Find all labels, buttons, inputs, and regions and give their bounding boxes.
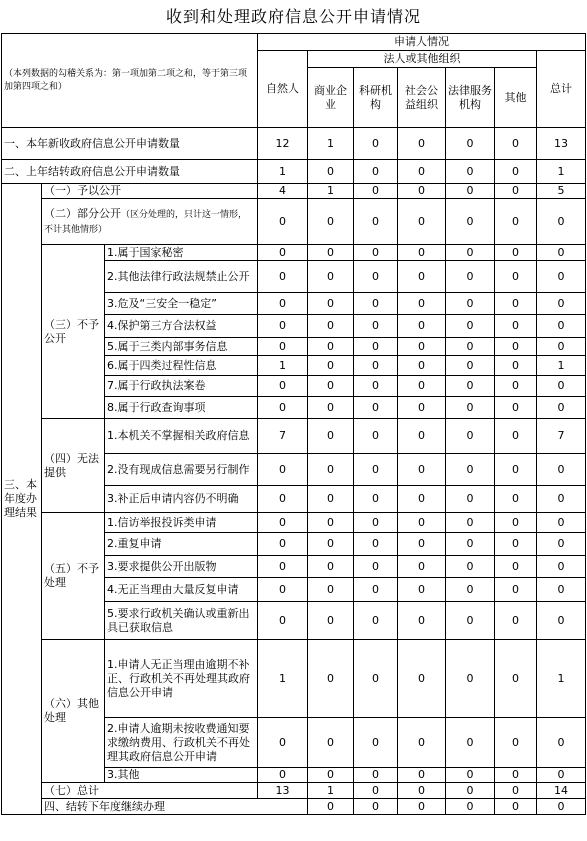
cell: 0	[495, 783, 537, 799]
group-label: （三）不予公开	[42, 245, 105, 419]
cell: 0	[398, 718, 446, 768]
cell: 0	[495, 338, 537, 356]
group-label: （六）其他处理	[42, 640, 105, 783]
cell: 0	[398, 783, 446, 799]
cell: 0	[537, 376, 586, 397]
cell: 0	[495, 199, 537, 245]
row-label-partial	[42, 199, 258, 245]
cell: 0	[398, 533, 446, 556]
cell: 0	[495, 533, 537, 556]
cell: 0	[308, 419, 354, 454]
cell: 0	[354, 245, 398, 261]
section-result-label: 三、本年度办理结果	[2, 184, 42, 815]
cell: 0	[354, 556, 398, 578]
cell: 0	[308, 397, 354, 419]
cell: 1	[537, 160, 586, 184]
header-applicant-info: 申请人情况	[258, 34, 586, 51]
cell: 4	[258, 184, 308, 199]
cell: 0	[495, 245, 537, 261]
row-label: 5.要求行政机关确认或重新出具已获取信息	[105, 602, 258, 640]
cell: 0	[398, 397, 446, 419]
cell: 0	[354, 799, 398, 815]
cell: 0	[398, 513, 446, 533]
cell: 1	[258, 356, 308, 376]
cell: 0	[354, 533, 398, 556]
cell: 0	[354, 199, 398, 245]
row-note: （区分处理的，只计这一情形，不计其他情形）	[44, 209, 248, 235]
row-label: 7.属于行政执法案卷	[105, 376, 258, 397]
cell: 0	[495, 376, 537, 397]
cell: 0	[398, 419, 446, 454]
cell: 1	[308, 128, 354, 160]
cell: 5	[537, 184, 586, 199]
cell: 0	[495, 640, 537, 718]
cell: 0	[398, 338, 446, 356]
cell: 14	[537, 783, 586, 799]
cell: 0	[258, 376, 308, 397]
cell: 0	[495, 454, 537, 486]
cell: 0	[398, 376, 446, 397]
cell: 0	[258, 513, 308, 533]
cell: 0	[495, 184, 537, 199]
cell: 0	[446, 799, 495, 815]
cell: 0	[258, 578, 308, 602]
cell: 0	[258, 454, 308, 486]
cell: 1	[258, 160, 308, 184]
cell: 0	[446, 338, 495, 356]
cell: 0	[495, 160, 537, 184]
cell: 0	[308, 768, 354, 783]
row-label: 1.申请人无正当理由逾期不补正、行政机关不再处理其政府信息公开申请	[105, 640, 258, 718]
cell: 0	[495, 602, 537, 640]
cell: 0	[537, 602, 586, 640]
row-label: 1.本机关不掌握相关政府信息	[105, 419, 258, 454]
page-title: 收到和处理政府信息公开申请情况	[165, 7, 421, 26]
cell: 12	[258, 128, 308, 160]
cell: 0	[258, 245, 308, 261]
cell: 0	[258, 293, 308, 315]
cell: 0	[446, 454, 495, 486]
cell: 7	[537, 419, 586, 454]
cell: 0	[398, 184, 446, 199]
row-label: 3.要求提供公开出版物	[105, 556, 258, 578]
cell: 0	[308, 556, 354, 578]
cell: 0	[398, 454, 446, 486]
cell: 0	[446, 356, 495, 376]
cell: 0	[258, 556, 308, 578]
cell: 0	[495, 768, 537, 783]
cell: 0	[354, 184, 398, 199]
cell: 0	[537, 315, 586, 338]
cell: 0	[495, 397, 537, 419]
cell: 0	[308, 578, 354, 602]
cell: 0	[354, 293, 398, 315]
cell: 0	[446, 513, 495, 533]
cell: 0	[446, 184, 495, 199]
cell: 0	[537, 245, 586, 261]
cell: 0	[537, 718, 586, 768]
cell: 0	[354, 397, 398, 419]
cell: 0	[446, 245, 495, 261]
cell: 0	[308, 160, 354, 184]
cell: 0	[446, 718, 495, 768]
cell: 0	[308, 338, 354, 356]
row-label: （二）部分公开	[44, 206, 121, 220]
row-label: 1.属于国家秘密	[105, 245, 258, 261]
cell: 0	[495, 293, 537, 315]
cell: 13	[537, 128, 586, 160]
header-social: 社会公益组织	[398, 68, 446, 128]
cell: 13	[258, 783, 308, 799]
cell: 0	[354, 768, 398, 783]
row-label: （七）总计	[42, 783, 258, 799]
cell: 0	[398, 160, 446, 184]
cell: 0	[308, 799, 354, 815]
cell: 0	[258, 602, 308, 640]
cell: 0	[537, 293, 586, 315]
group-label: （五）不予处理	[42, 513, 105, 640]
cell: 0	[537, 397, 586, 419]
cell: 0	[446, 602, 495, 640]
cell: 0	[398, 799, 446, 815]
cell: 0	[446, 261, 495, 293]
header-legal-entity: 法人或其他组织	[308, 51, 537, 68]
cell: 0	[308, 199, 354, 245]
cell: 0	[258, 261, 308, 293]
cell: 0	[308, 513, 354, 533]
cell: 0	[495, 419, 537, 454]
row-label: 四、结转下年度继续办理	[42, 799, 308, 815]
cell: 0	[537, 513, 586, 533]
cell: 0	[537, 454, 586, 486]
cell: 0	[308, 245, 354, 261]
cell: 0	[495, 578, 537, 602]
row-label: 2.重复申请	[105, 533, 258, 556]
cell: 0	[354, 513, 398, 533]
header-legal-service: 法律服务机构	[446, 68, 495, 128]
cell: 0	[398, 293, 446, 315]
cell: 0	[495, 356, 537, 376]
cell: 0	[354, 261, 398, 293]
cell: 0	[308, 376, 354, 397]
row-label: 4.无正当理由大量反复申请	[105, 578, 258, 602]
cell: 0	[446, 160, 495, 184]
cell: 0	[495, 718, 537, 768]
row-label: 2.申请人逾期未按收费通知要求缴纳费用、行政机关不再处理其政府信息公开申请	[105, 718, 258, 768]
row-label: 一、本年新收政府信息公开申请数量	[2, 128, 258, 160]
cell: 0	[354, 356, 398, 376]
row-label: 4.保护第三方合法权益	[105, 315, 258, 338]
cell: 0	[354, 602, 398, 640]
header-research: 科研机构	[354, 68, 398, 128]
cell: 0	[258, 338, 308, 356]
header-commercial: 商业企业	[308, 68, 354, 128]
cell: 0	[354, 315, 398, 338]
row-label: 2.其他法律行政法规禁止公开	[105, 261, 258, 293]
cell: 0	[398, 245, 446, 261]
row-label: 3.补正后申请内容仍不明确	[105, 486, 258, 513]
cell: 1	[308, 184, 354, 199]
cell: 0	[354, 718, 398, 768]
cell: 0	[537, 799, 586, 815]
cell: 0	[354, 454, 398, 486]
cell: 0	[495, 513, 537, 533]
cell: 0	[308, 454, 354, 486]
cell: 0	[308, 640, 354, 718]
row-label: 3.其他	[105, 768, 258, 783]
cell: 0	[537, 556, 586, 578]
header-other: 其他	[495, 68, 537, 128]
disclosure-table	[1, 33, 586, 815]
cell: 0	[446, 640, 495, 718]
cell: 0	[495, 799, 537, 815]
cell: 0	[398, 556, 446, 578]
cell: 0	[446, 533, 495, 556]
cell: 0	[398, 578, 446, 602]
cell: 0	[446, 293, 495, 315]
row-label: 1.信访举报投诉类申请	[105, 513, 258, 533]
cell: 0	[446, 199, 495, 245]
cell: 0	[398, 602, 446, 640]
cell: 0	[258, 718, 308, 768]
cell: 0	[308, 533, 354, 556]
cell: 0	[495, 556, 537, 578]
row-label: 6.属于四类过程性信息	[105, 356, 258, 376]
cell: 0	[258, 486, 308, 513]
header-note: （本列数据的勾稽关系为：第一项加第二项之和，等于第三项加第四项之和）	[2, 34, 258, 128]
cell: 1	[537, 356, 586, 376]
cell: 0	[537, 486, 586, 513]
cell: 0	[354, 376, 398, 397]
header-natural-person: 自然人	[258, 51, 308, 128]
cell: 0	[308, 718, 354, 768]
cell: 0	[446, 315, 495, 338]
row-label: 2.没有现成信息需要另行制作	[105, 454, 258, 486]
cell: 0	[398, 315, 446, 338]
cell: 0	[537, 768, 586, 783]
row-label: 3.危及“三安全一稳定”	[105, 293, 258, 315]
cell: 0	[354, 419, 398, 454]
cell: 0	[537, 338, 586, 356]
cell: 0	[495, 128, 537, 160]
cell: 1	[308, 783, 354, 799]
row-label: 8.属于行政查询事项	[105, 397, 258, 419]
group-label: （四）无法提供	[42, 419, 105, 513]
cell: 0	[495, 486, 537, 513]
cell: 0	[398, 128, 446, 160]
cell: 0	[308, 293, 354, 315]
cell: 1	[537, 640, 586, 718]
cell: 0	[537, 261, 586, 293]
cell: 0	[446, 419, 495, 454]
cell: 0	[446, 376, 495, 397]
cell: 0	[354, 640, 398, 718]
cell: 0	[258, 768, 308, 783]
cell: 0	[446, 397, 495, 419]
row-label: （一）予以公开	[42, 184, 258, 199]
cell: 1	[258, 640, 308, 718]
cell: 0	[308, 602, 354, 640]
cell: 0	[258, 533, 308, 556]
cell: 0	[354, 578, 398, 602]
row-label: 5.属于三类内部事务信息	[105, 338, 258, 356]
cell: 0	[446, 128, 495, 160]
cell: 0	[446, 556, 495, 578]
cell: 0	[398, 356, 446, 376]
cell: 0	[354, 783, 398, 799]
cell: 0	[537, 578, 586, 602]
cell: 0	[308, 356, 354, 376]
cell: 0	[446, 486, 495, 513]
cell: 0	[446, 768, 495, 783]
cell: 0	[537, 533, 586, 556]
cell: 0	[354, 128, 398, 160]
cell: 0	[258, 315, 308, 338]
cell: 0	[398, 486, 446, 513]
cell: 0	[398, 199, 446, 245]
cell: 7	[258, 419, 308, 454]
cell: 0	[308, 486, 354, 513]
cell: 0	[354, 486, 398, 513]
cell: 0	[446, 783, 495, 799]
cell: 0	[398, 640, 446, 718]
cell: 0	[308, 315, 354, 338]
cell: 0	[495, 261, 537, 293]
cell: 0	[446, 578, 495, 602]
cell: 0	[398, 768, 446, 783]
cell: 0	[537, 199, 586, 245]
header-total: 总计	[537, 51, 586, 128]
cell: 0	[354, 338, 398, 356]
cell: 0	[258, 199, 308, 245]
cell: 0	[495, 315, 537, 338]
cell: 0	[308, 261, 354, 293]
cell: 0	[398, 261, 446, 293]
cell: 0	[258, 397, 308, 419]
row-label: 二、上年结转政府信息公开申请数量	[2, 160, 258, 184]
cell: 0	[354, 160, 398, 184]
